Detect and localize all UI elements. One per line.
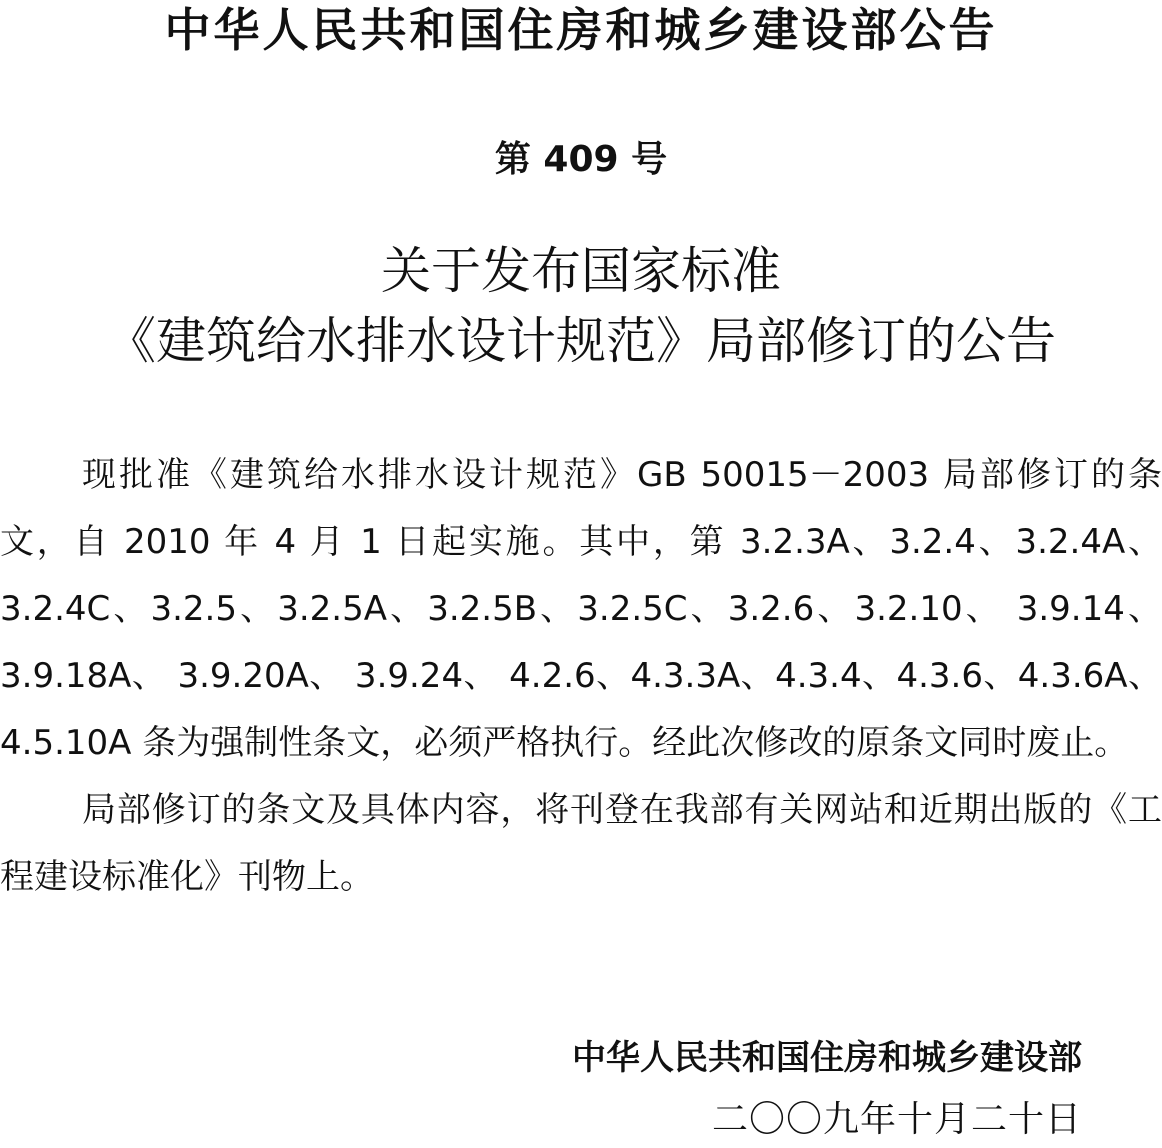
page-title: 中华人民共和国住房和城乡建设部公告 — [164, 3, 998, 57]
body-paragraph-2: 局部修订的条文及具体内容，将刊登在我部有关网站和近期出版的《工程建设标准化》刊物上。 — [0, 790, 1162, 897]
signature-date: 二〇〇九年十月二十日 — [711, 1099, 1082, 1140]
body-paragraph-1: 现批准《建筑给水排水设计规范》GB 50015－2003 局部修订的条文，自 2010 年 4 月 1 日起实施。其中，第 3.2.3A、3.2.4、3.2.4A、3.2.4C、3.2.5、3.2.5A、3.2.5B、3.2.5C、3.2.6、3.2.10、 3.9.14、 3.9.18A、 3.9.20A、 3.9.24、 4.2.6、4.3.3A、4.3.4、4.3.6、4.3.6A、4.5.10A 条为强制性条文，必须严格执行。经此次修改的原条文同时废止。 — [0, 455, 1162, 763]
announcement-body — [0, 442, 1162, 911]
subject-line-2: 《建筑给水排水设计规范》局部修订的公告 — [106, 312, 1056, 370]
signature-organization: 中华人民共和国住房和城乡建设部 — [572, 1038, 1082, 1078]
announcement-subject — [0, 236, 1162, 376]
document-number: 第 409 号 — [494, 139, 668, 180]
subject-line-1: 关于发布国家标准 — [381, 242, 781, 300]
